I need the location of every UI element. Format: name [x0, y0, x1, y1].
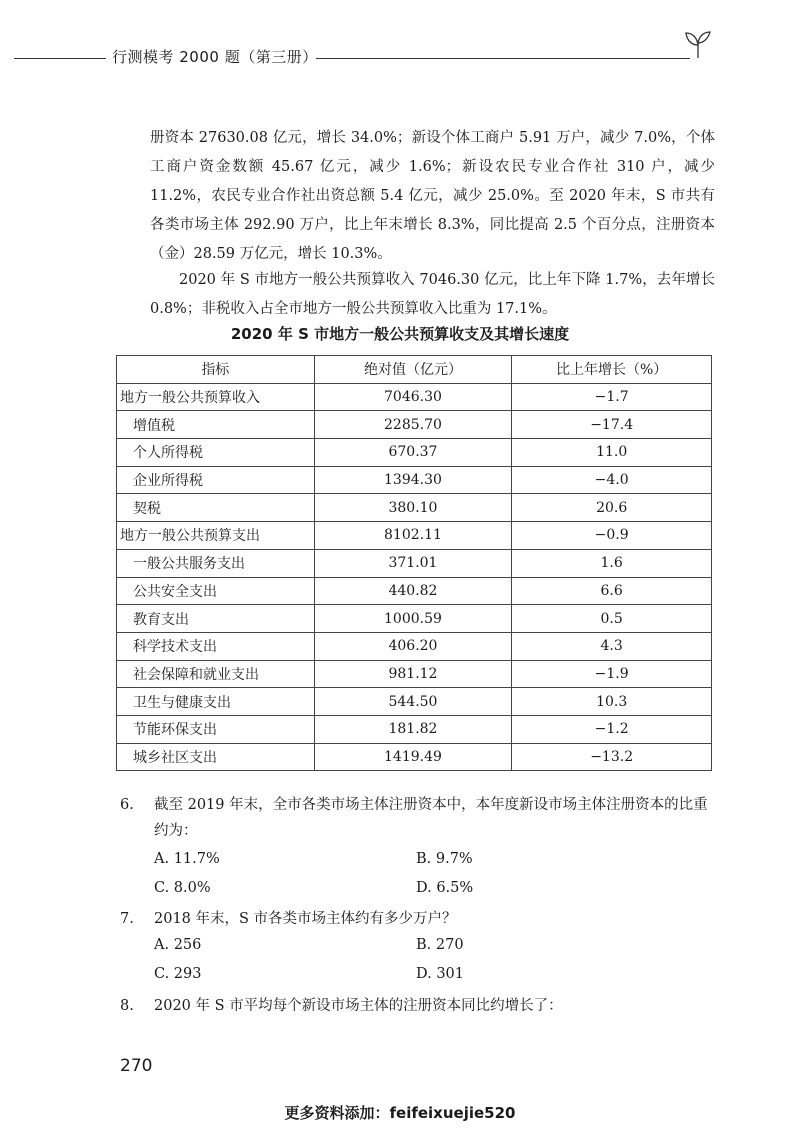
table-row: [117, 466, 712, 494]
row-value: 1394.30: [314, 466, 512, 494]
row-growth: −1.9: [512, 660, 712, 688]
header-value: 绝对值（亿元）: [314, 356, 512, 384]
row-growth: 20.6: [512, 494, 712, 522]
option-a[interactable]: A. 256: [154, 937, 202, 953]
row-growth: −4.0: [512, 466, 712, 494]
row-indicator: 个人所得税: [117, 439, 315, 467]
row-value: 670.37: [314, 439, 512, 467]
footer-note: 更多资料添加：feifeixuejie520: [284, 1104, 516, 1122]
row-value: 406.20: [314, 632, 512, 660]
table-row: [117, 743, 712, 771]
row-indicator: 社会保障和就业支出: [117, 660, 315, 688]
table-row: [117, 688, 712, 716]
row-growth: 11.0: [512, 439, 712, 467]
row-value: 2285.70: [314, 411, 512, 439]
table-row: [117, 660, 712, 688]
row-value: 7046.30: [314, 383, 512, 411]
row-indicator: 增值税: [117, 411, 315, 439]
table-row: [117, 522, 712, 550]
row-indicator: 教育支出: [117, 605, 315, 633]
row-growth: −13.2: [512, 743, 712, 771]
option-d[interactable]: D. 6.5%: [416, 880, 474, 896]
table-header-row: [117, 356, 712, 384]
row-indicator: 地方一般公共预算支出: [117, 522, 315, 550]
row-growth: −17.4: [512, 411, 712, 439]
question-8: [120, 993, 720, 1021]
row-value: 1000.59: [314, 605, 512, 633]
table-row: [117, 383, 712, 411]
table-row: [117, 494, 712, 522]
question-6: [120, 792, 720, 848]
question-number: 8.: [120, 998, 134, 1014]
table-row: [117, 632, 712, 660]
option-c[interactable]: C. 293: [154, 966, 202, 982]
table-row: [117, 549, 712, 577]
row-indicator: 企业所得税: [117, 466, 315, 494]
option-b[interactable]: B. 270: [416, 937, 464, 953]
question-7: [120, 906, 720, 934]
row-growth: 6.6: [512, 577, 712, 605]
row-indicator: 城乡社区支出: [117, 743, 315, 771]
page-number: 270: [120, 1056, 153, 1076]
row-indicator: 契税: [117, 494, 315, 522]
header-rule-right: [316, 58, 690, 59]
row-growth: 0.5: [512, 605, 712, 633]
paragraph-budget-revenue: 2020 年 S 市地方一般公共预算收入 7046.30 亿元，比上年下降 1.7%，去年增长 0.8%；非税收入占全市地方一般公共预算收入比重为 17.1%。: [150, 272, 715, 317]
table-row: [117, 577, 712, 605]
option-b[interactable]: B. 9.7%: [416, 851, 473, 867]
header-indicator: 指标: [117, 356, 315, 384]
question-number: 6.: [120, 797, 134, 813]
question-number: 7.: [120, 911, 134, 927]
row-indicator: 卫生与健康支出: [117, 688, 315, 716]
option-d[interactable]: D. 301: [416, 966, 465, 982]
table-row: [117, 715, 712, 743]
row-indicator: 科学技术支出: [117, 632, 315, 660]
header-title: 行测模考 2000 题（第三册）: [112, 48, 318, 66]
question-stem: 截至 2019 年末，全市各类市场主体注册资本中，本年度新设市场主体注册资本的比重约为：: [154, 797, 708, 839]
table-row: [117, 411, 712, 439]
row-value: 440.82: [314, 577, 512, 605]
question-stem: 2020 年 S 市平均每个新设市场主体的注册资本同比约增长了：: [154, 998, 563, 1014]
row-indicator: 地方一般公共预算收入: [117, 383, 315, 411]
row-value: 544.50: [314, 688, 512, 716]
row-value: 1419.49: [314, 743, 512, 771]
option-a[interactable]: A. 11.7%: [154, 851, 220, 867]
row-growth: −0.9: [512, 522, 712, 550]
row-indicator: 节能环保支出: [117, 715, 315, 743]
question-stem: 2018 年末，S 市各类市场主体约有多少万户？: [154, 911, 457, 927]
running-header: [0, 44, 800, 74]
row-value: 8102.11: [314, 522, 512, 550]
table-row: [117, 605, 712, 633]
row-growth: 4.3: [512, 632, 712, 660]
row-growth: 1.6: [512, 549, 712, 577]
option-c[interactable]: C. 8.0%: [154, 880, 211, 896]
row-value: 181.82: [314, 715, 512, 743]
row-growth: −1.2: [512, 715, 712, 743]
row-growth: 10.3: [512, 688, 712, 716]
table-row: [117, 439, 712, 467]
row-value: 371.01: [314, 549, 512, 577]
budget-table: [116, 355, 712, 771]
header-growth: 比上年增长（%）: [512, 356, 712, 384]
row-value: 981.12: [314, 660, 512, 688]
row-indicator: 公共安全支出: [117, 577, 315, 605]
header-rule-left: [14, 58, 106, 59]
paragraph-registered-capital: 册资本 27630.08 亿元，增长 34.0%；新设个体工商户 5.91 万户，减少 7.0%，个体工商户资金数额 45.67 亿元，减少 1.6%；新设农民专业合作社 310 户，减少 11.2%，农民专业合作社出资总额 5.4 亿元，减少 25.0%。至 2020 年末，S 市共有各类市场主体 292.90 万户，比上年末增长 8.3%，同比提高 2.5 个百分点，注册资本（金）28.59 万亿元，增长 10.3%。: [150, 130, 715, 262]
sprout-icon: [682, 28, 714, 60]
row-indicator: 一般公共服务支出: [117, 549, 315, 577]
table-title: 2020 年 S 市地方一般公共预算收支及其增长速度: [230, 325, 570, 343]
row-growth: −1.7: [512, 383, 712, 411]
row-value: 380.10: [314, 494, 512, 522]
